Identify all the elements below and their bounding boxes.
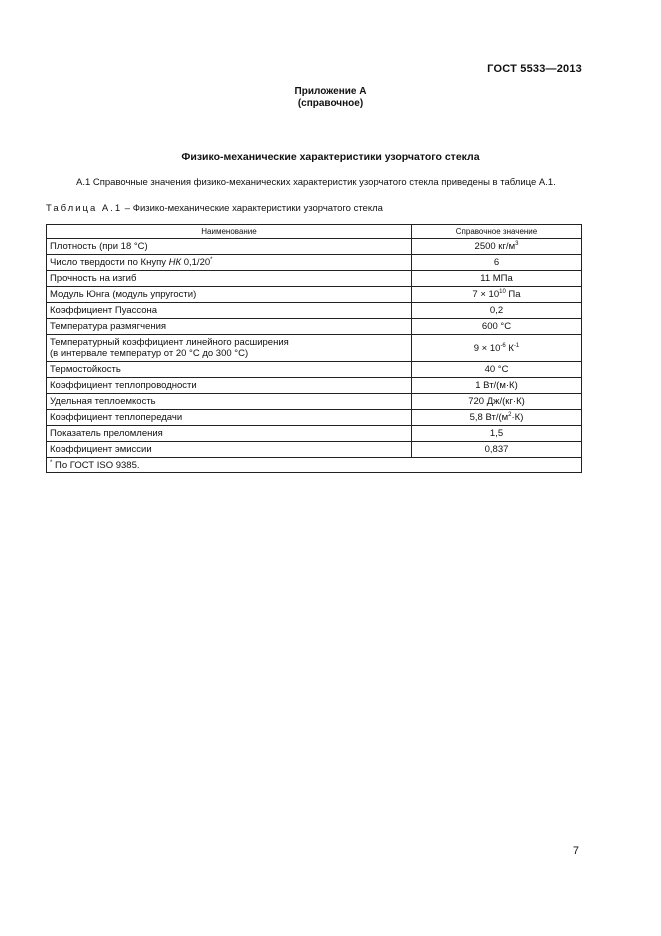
name-line-1: Температурный коэффициент линейного расширения (50, 337, 289, 348)
table-row (47, 362, 582, 378)
table-row (47, 239, 582, 255)
footnote-reference: * (210, 256, 213, 263)
name-line-2: (в интервале температур от 20 °С до 300 °С) (50, 348, 249, 359)
table-row (47, 287, 582, 303)
property-value: 720 Дж/(кг·К) (412, 394, 582, 410)
property-value (412, 239, 582, 255)
property-name: Температура размягчения (47, 319, 412, 335)
value-superscript: 3 (515, 240, 519, 247)
name-text: Число твердости по Кнупу (50, 257, 169, 268)
property-value (412, 335, 582, 362)
table-row (47, 319, 582, 335)
property-value: 600 °С (412, 319, 582, 335)
table-row (47, 410, 582, 426)
table-row (47, 394, 582, 410)
table-row (47, 271, 582, 287)
value-text: 9 × 10 (473, 342, 501, 354)
value-superscript: 2 (508, 411, 512, 418)
page-number: 7 (572, 845, 579, 857)
standard-number: ГОСТ 5533—2013 (487, 63, 582, 75)
property-name: Коэффициент теплопроводности (47, 378, 412, 394)
value-text: 7 × 10 (472, 289, 500, 300)
section-title: Физико-механические характеристики узорчатого стекла (181, 151, 480, 163)
property-name: Плотность (при 18 °С) (47, 239, 412, 255)
property-value (412, 287, 582, 303)
property-name: Удельная теплоемкость (47, 394, 412, 410)
annex-title: Приложение А (294, 86, 367, 97)
property-value: 40 °С (412, 362, 582, 378)
table-row (47, 378, 582, 394)
property-name: Модуль Юнга (модуль упругости) (47, 287, 412, 303)
property-value: 0,2 (412, 303, 582, 319)
property-value: 6 (412, 255, 582, 271)
property-name: Термостойкость (47, 362, 412, 378)
table-header-row (47, 225, 582, 239)
table-caption-dash: – (124, 203, 131, 214)
value-unit: К (505, 342, 514, 354)
property-value: 1,5 (412, 426, 582, 442)
table-row (47, 255, 582, 271)
value-superscript-2: -1 (513, 342, 520, 349)
property-value: 11 МПа (412, 271, 582, 287)
name-text-post: 0,1/20 (181, 257, 211, 268)
value-text: 2500 кг/м (474, 241, 516, 252)
property-name (47, 255, 412, 271)
value-superscript: 10 (499, 288, 506, 295)
property-name: Коэффициент теплопередачи (47, 410, 412, 426)
column-header-value: Справочное значение (412, 225, 582, 239)
table-row (47, 335, 582, 362)
property-value: 0,837 (412, 442, 582, 458)
property-name (47, 335, 412, 362)
table-footnote (47, 458, 582, 473)
annex-subtitle: (справочное) (297, 98, 364, 109)
table-caption-text: Физико-механические характеристики узорчатого стекла (132, 203, 383, 214)
value-unit: Па (505, 289, 521, 300)
table-caption-label: Таблица А.1 (46, 203, 123, 214)
table-caption (46, 203, 383, 214)
table-row (47, 426, 582, 442)
table-footnote-row (47, 458, 582, 473)
value-unit: ·К) (511, 412, 524, 423)
annex-heading (0, 86, 661, 110)
value-text: 5,8 Вт/(м (469, 412, 509, 423)
property-name: Показатель преломления (47, 426, 412, 442)
properties-table (46, 224, 582, 473)
property-name: Коэффициент эмиссии (47, 442, 412, 458)
property-name: Коэффициент Пуассона (47, 303, 412, 319)
column-header-name: Наименование (47, 225, 412, 239)
footnote-mark: * (50, 459, 53, 466)
name-italic: НК (168, 257, 182, 268)
property-value (412, 410, 582, 426)
value-superscript: -6 (500, 342, 506, 349)
property-name: Прочность на изгиб (47, 271, 412, 287)
footnote-text: По ГОСТ ISO 9385. (54, 459, 140, 471)
table-row (47, 442, 582, 458)
table-row (47, 303, 582, 319)
property-value: 1 Вт/(м·К) (412, 378, 582, 394)
intro-paragraph: А.1 Справочные значения физико-механических характеристик узорчатого стекла приведены в таблице А.1. (76, 177, 556, 188)
